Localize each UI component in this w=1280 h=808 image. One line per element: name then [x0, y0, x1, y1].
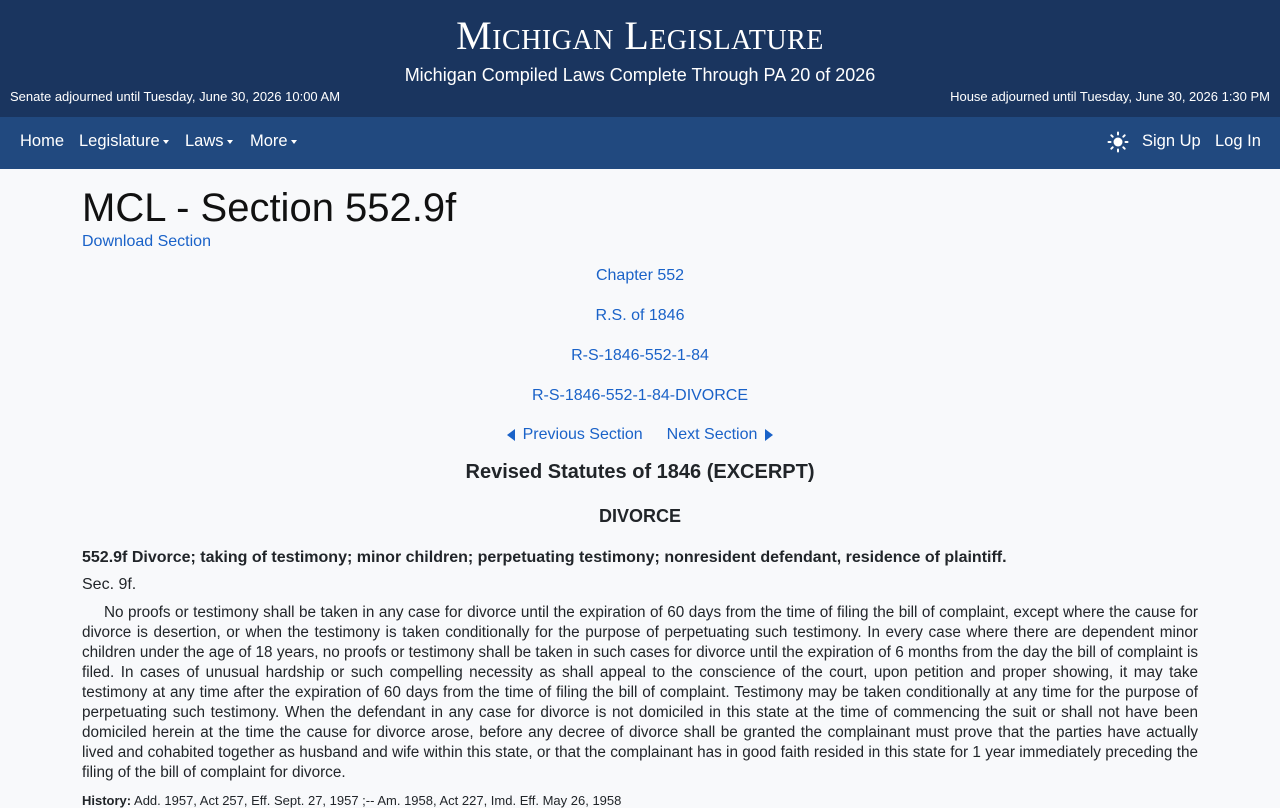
breadcrumb-act[interactable]: R.S. of 1846: [595, 307, 685, 324]
page-title: MCL - Section 552.9f: [82, 186, 457, 230]
history-label: History:: [82, 793, 132, 808]
previous-section-link[interactable]: [507, 426, 643, 443]
section-catchline: 552.9f Divorce; taking of testimony; minor children; perpetuating testimony; nonresident defendant, residence of plaintiff.: [82, 549, 1007, 566]
caret-right-icon: [765, 429, 773, 441]
breadcrumb-division[interactable]: R-S-1846-552-1-84: [571, 347, 709, 364]
nav-legislature-dropdown[interactable]: [79, 132, 169, 151]
next-section-label: Next Section: [666, 426, 758, 443]
sun-icon[interactable]: [1106, 130, 1130, 154]
nav-legislature-label: Legislature: [79, 132, 160, 150]
chevron-down-icon: [227, 140, 233, 144]
download-section-link[interactable]: Download Section: [82, 233, 211, 250]
site-banner: [0, 0, 1280, 117]
section-navigation: [0, 426, 1280, 444]
nav-laws-label: Laws: [185, 132, 224, 150]
chevron-down-icon: [291, 140, 297, 144]
history-text: Add. 1957, Act 257, Eff. Sept. 27, 1957 ;-- Am. 1958, Act 227, Imd. Eff. May 26, 1958: [134, 793, 622, 808]
chapter-heading: DIVORCE: [598, 506, 681, 526]
section-number: Sec. 9f.: [82, 576, 137, 593]
section-history: [82, 793, 621, 808]
previous-section-label: Previous Section: [522, 426, 643, 443]
breadcrumb-chapter[interactable]: Chapter 552: [595, 267, 685, 284]
section-body: No proofs or testimony shall be taken in any case for divorce until the expiration of 60 days from the time of filing the bill of complaint, except where the cause for divorce is desertion, or when the testimony is taken conditionally for the purpose of perpetuating such testimony. In every case where there are dependent minor children under the age of 18 years, no proofs or testimony shall be taken in such cases for divorce until the expiration of 6 months from the day the bill of complaint is filed. In cases of unusual hardship or such compelling necessity as shall appeal to the conscience of the court, upon petition and proper showing, it may take testimony at any time after the expiration of 60 days from the time of filing the bill of complaint. Testimony may be taken conditionally at any time for the purpose of perpetuating such testimony. When the defendant in any case for divorce is not domiciled in this state at the time of commencing the suit or shall not have been domiciled herein at the time the cause for divorce arose, before any decree of divorce shall be granted the complainant must prove that the parties have actually lived and cohabited together as husband and wife within this state, or that the complainant has in good faith resided in this state for 1 year immediately preceding the filing of the bill of complaint for divorce.: [82, 604, 1198, 781]
chevron-down-icon: [163, 140, 169, 144]
breadcrumb-subdivision[interactable]: R-S-1846-552-1-84-DIVORCE: [531, 387, 749, 404]
senate-status: Senate adjourned until Tuesday, June 30, 2026 10:00 AM: [10, 89, 341, 104]
next-section-link[interactable]: [667, 426, 774, 443]
house-status: House adjourned until Tuesday, June 30, 2026 1:30 PM: [950, 89, 1270, 104]
log-in-link[interactable]: Log In: [1215, 132, 1261, 150]
nav-home[interactable]: Home: [20, 132, 65, 150]
site-title[interactable]: Michigan Legislature: [456, 13, 824, 58]
nav-laws-dropdown[interactable]: [185, 132, 233, 151]
site-subtitle: Michigan Compiled Laws Complete Through PA 20 of 2026: [404, 65, 876, 85]
act-heading: Revised Statutes of 1846 (EXCERPT): [465, 461, 815, 483]
caret-left-icon: [507, 429, 515, 441]
main-navbar: [0, 117, 1280, 169]
sign-up-link[interactable]: Sign Up: [1142, 132, 1201, 150]
nav-more-label: More: [250, 132, 288, 150]
nav-more-dropdown[interactable]: [250, 132, 297, 151]
